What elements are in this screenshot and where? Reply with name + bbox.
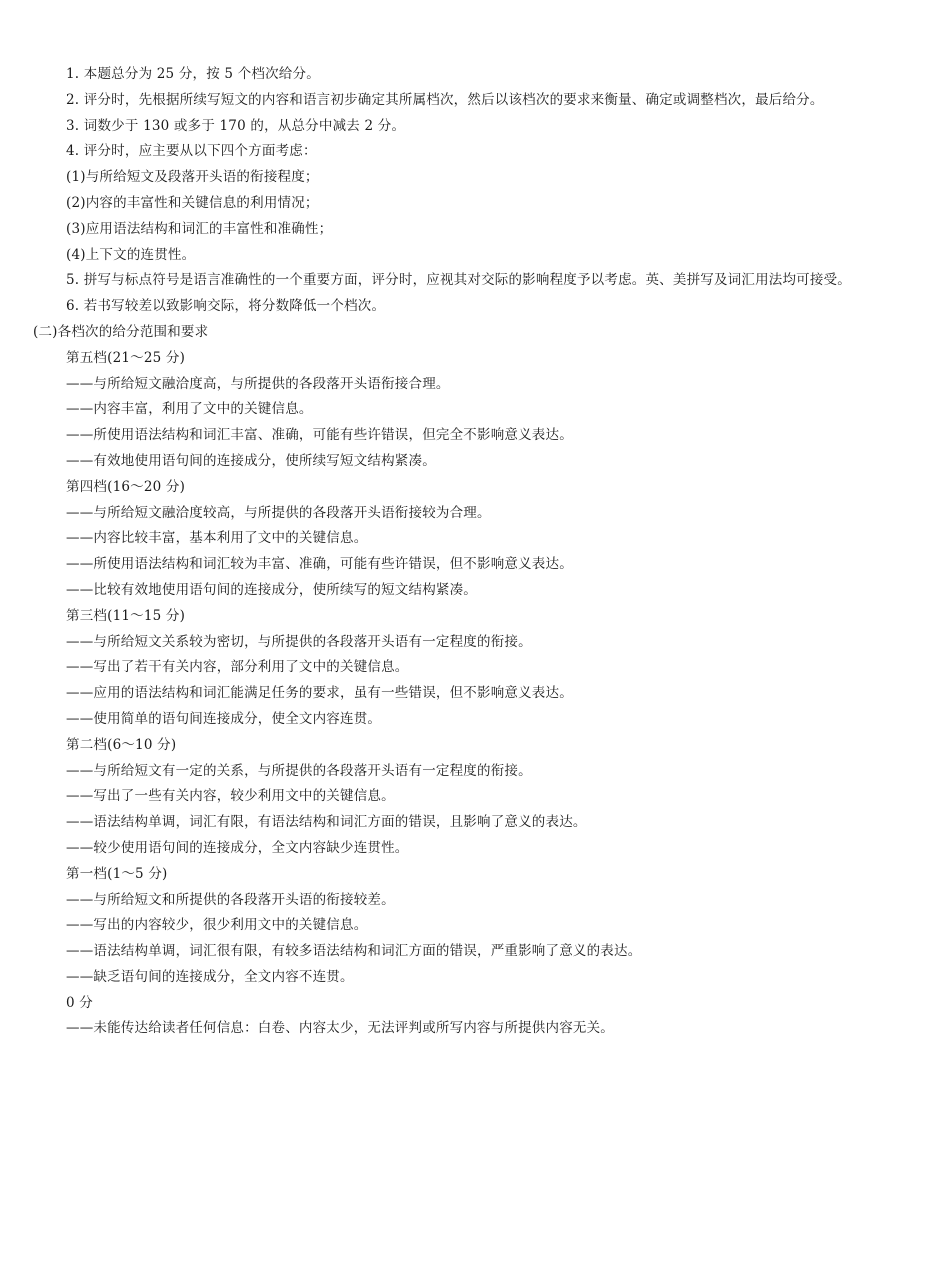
- tier-4-item: ——比较有效地使用语句间的连接成分，使所续写的短文结构紧凑。: [66, 581, 477, 598]
- tier-5-item: ——内容丰富，利用了文中的关键信息。: [66, 401, 313, 418]
- tier-4-item: ——内容比较丰富，基本利用了文中的关键信息。: [66, 530, 368, 547]
- rule-4-item-4: (4)上下文的连贯性。: [66, 246, 196, 263]
- tier-2-item: ——写出了一些有关内容，较少利用文中的关键信息。: [66, 788, 395, 805]
- tier-4-item: ——所使用语法结构和词汇较为丰富、准确，可能有些许错误，但不影响意义表达。: [66, 556, 573, 573]
- tier-3-title: 第三档(11～15 分): [66, 607, 186, 624]
- rule-6: 6. 若书写较差以致影响交际，将分数降低一个档次。: [66, 298, 386, 315]
- rule-4-item-1: (1)与所给短文及段落开头语的衔接程度；: [66, 169, 319, 186]
- rule-5: 5. 拼写与标点符号是语言准确性的一个重要方面，评分时，应视其对交际的影响程度予以考虑。英、美拼写及词汇用法均可接受。: [66, 272, 851, 289]
- document-page: [0, 62, 950, 1042]
- tier-0-item: ——未能传达给读者任何信息：白卷、内容太少，无法评判或所写内容与所提供内容无关。: [66, 1020, 614, 1037]
- rule-4: 4. 评分时，应主要从以下四个方面考虑：: [66, 143, 317, 160]
- rule-4-item-2: (2)内容的丰富性和关键信息的利用情况；: [66, 194, 319, 211]
- tier-5-title: 第五档(21～25 分): [66, 349, 186, 366]
- tier-4-title: 第四档(16～20 分): [66, 478, 186, 495]
- rule-4-item-3: (3)应用语法结构和词汇的丰富性和准确性；: [66, 220, 333, 237]
- tier-1-item: ——与所给短文和所提供的各段落开头语的衔接较差。: [66, 891, 395, 908]
- tier-5-item: ——与所给短文融洽度高，与所提供的各段落开头语衔接合理。: [66, 375, 450, 392]
- tier-5-item: ——有效地使用语句间的连接成分，使所续写短文结构紧凑。: [66, 452, 436, 469]
- tier-4-item: ——与所给短文融洽度较高，与所提供的各段落开头语衔接较为合理。: [66, 504, 491, 521]
- tier-1-item: ——语法结构单调，词汇很有限，有较多语法结构和词汇方面的错误，严重影响了意义的表达。: [66, 943, 642, 960]
- tier-3-item: ——与所给短文关系较为密切，与所提供的各段落开头语有一定程度的衔接。: [66, 633, 532, 650]
- tier-2-item: ——语法结构单调，词汇有限，有语法结构和词汇方面的错误，且影响了意义的表达。: [66, 814, 587, 831]
- tier-1-title: 第一档(1～5 分): [66, 865, 168, 882]
- tier-5-item: ——所使用语法结构和词汇丰富、准确，可能有些许错误，但完全不影响意义表达。: [66, 427, 573, 444]
- tier-1-item: ——缺乏语句间的连接成分，全文内容不连贯。: [66, 968, 354, 985]
- rule-1: 1. 本题总分为 25 分，按 5 个档次给分。: [66, 66, 320, 82]
- tier-0-title: 0 分: [66, 994, 93, 1011]
- section-heading: (二)各档次的给分范围和要求: [33, 323, 209, 340]
- tier-3-item: ——写出了若干有关内容，部分利用了文中的关键信息。: [66, 659, 409, 676]
- tier-3-item: ——使用简单的语句间连接成分，使全文内容连贯。: [66, 710, 382, 727]
- rule-3: 3. 词数少于 130 或多于 170 的，从总分中减去 2 分。: [66, 117, 406, 134]
- tier-2-title: 第二档(6～10 分): [66, 736, 177, 753]
- tier-1-item: ——写出的内容较少，很少利用文中的关键信息。: [66, 917, 368, 934]
- tier-3-item: ——应用的语法结构和词汇能满足任务的要求，虽有一些错误，但不影响意义表达。: [66, 685, 573, 702]
- tier-2-item: ——较少使用语句间的连接成分，全文内容缺少连贯性。: [66, 839, 409, 856]
- rule-2: 2. 评分时，先根据所续写短文的内容和语言初步确定其所属档次，然后以该档次的要求来衡量、确定或调整档次，最后给分。: [66, 91, 824, 108]
- tier-2-item: ——与所给短文有一定的关系，与所提供的各段落开头语有一定程度的衔接。: [66, 762, 532, 779]
